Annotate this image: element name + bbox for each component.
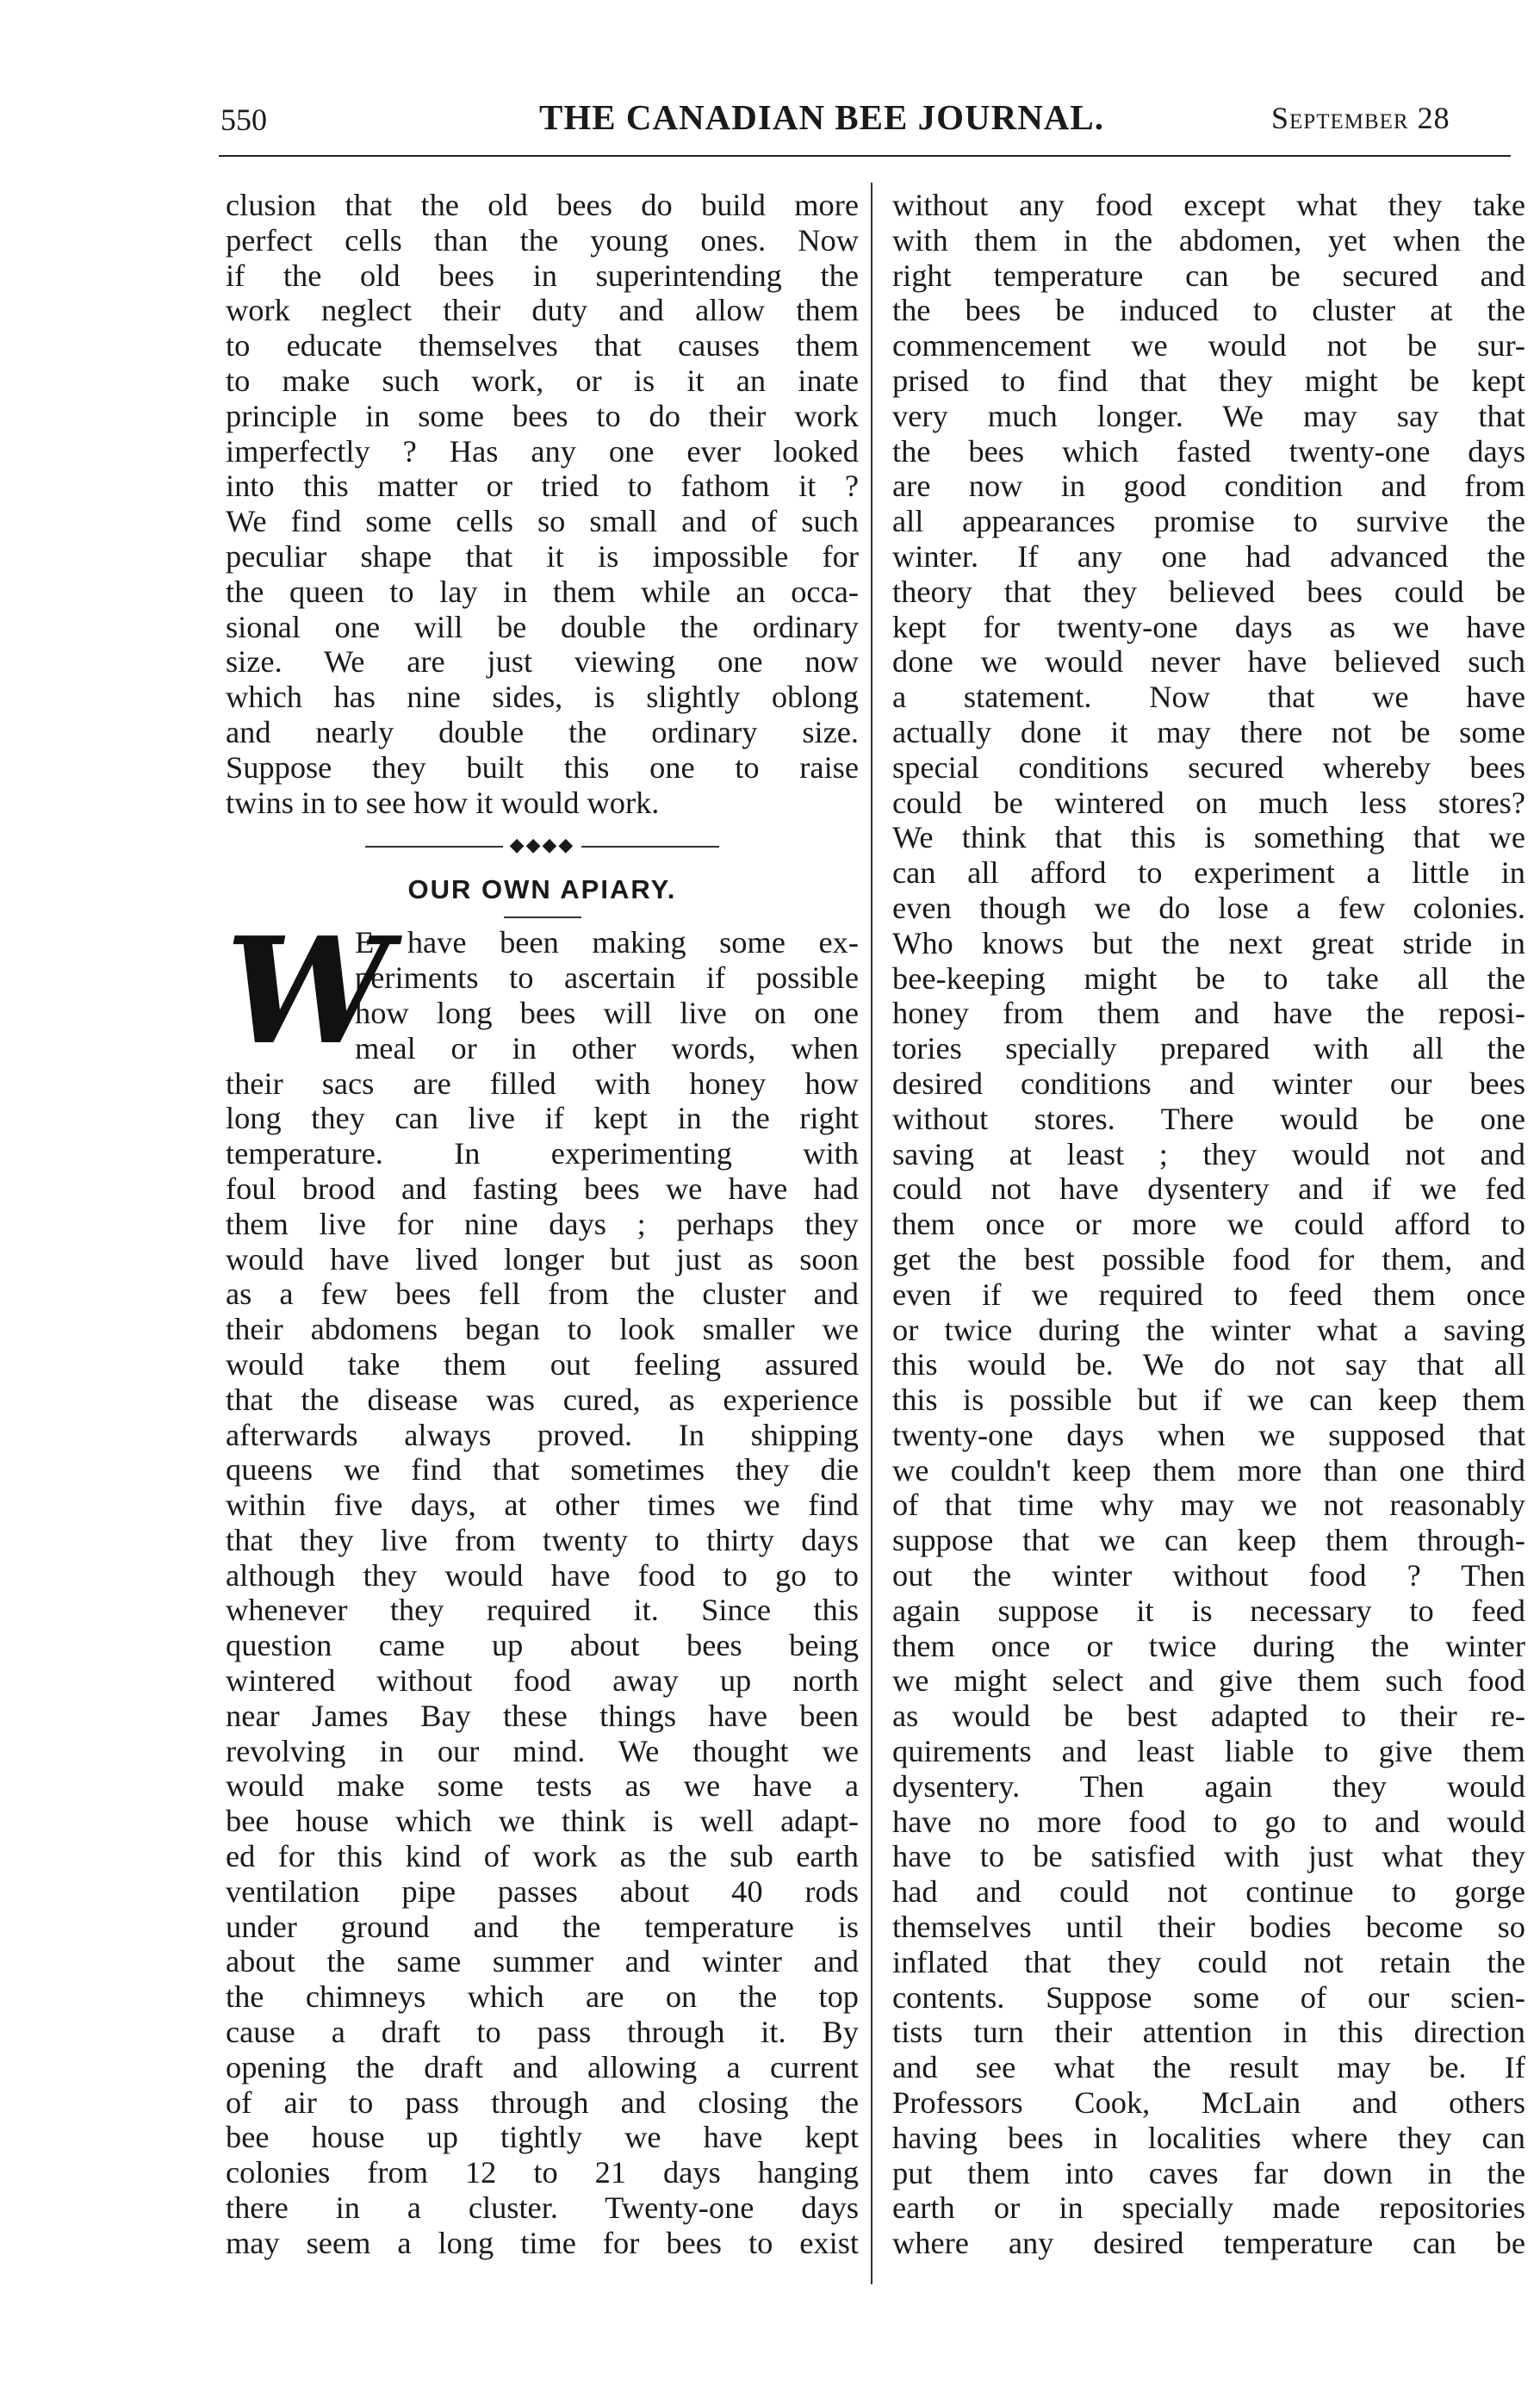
text-line: wintered without food away up north [226,1663,859,1699]
page-number: 550 [220,103,267,137]
text-line: into this matter or tried to fathom it ? [226,469,859,504]
text-line: earth or in specially made repositories [892,2190,1525,2226]
text-line: even though we do lose a few colonies. [892,890,1525,925]
text-line: to make such work, or is it an inate [226,363,859,398]
text-line: having bees in localities where they can [892,2120,1525,2155]
text-line: the queen to lay in them while an occa- [226,574,859,609]
text-line: under ground and the temperature is [226,1909,859,1944]
text-line: tists turn their attention in this direction [892,2015,1525,2050]
text-line: actually done it may there not be some [892,714,1525,749]
drop-cap-paragraph [226,905,859,1078]
text-line: ventilation pipe passes about 40 rods [226,1873,859,1909]
text-line: them live for nine days ; perhaps they [226,1206,859,1241]
text-line: principle in some bees to do their work [226,398,859,433]
left-column [226,188,859,2283]
text-line: put them into caves far down in the [892,2155,1525,2190]
text-line: tories specially prepared with all the [892,1031,1525,1066]
text-line: afterwards always proved. In shipping [226,1417,859,1452]
text-line: special conditions secured whereby bees [892,749,1525,785]
section-ornament: ◆◆◆◆ [226,830,859,860]
text-line: We find some cells so small and of such [226,504,859,539]
text-line: have no more food to go to and would [892,1804,1525,1839]
text-line: near James Bay these things have been [226,1698,859,1733]
text-line: without stores. There would be one [892,1101,1525,1136]
text-line: this would be. We do not say that all [892,1347,1525,1382]
text-line: question came up about bees being [226,1628,859,1663]
text-line: imperfectly ? Has any one ever looked [226,433,859,469]
text-line: dysentery. Then again they would [892,1768,1525,1804]
text-line: this is possible but if we can keep them [892,1382,1525,1418]
text-line: periments to ascertain if possible [355,960,859,996]
journal-title: THE CANADIAN BEE JOURNAL. [539,97,1105,137]
text-line: clusion that the old bees do build more [226,188,859,222]
text-line: meal or in other words, when [355,1030,859,1065]
text-line: Professors Cook, McLain and others [892,2085,1525,2121]
text-line: quirements and least liable to give them [892,1734,1525,1769]
page-header [220,96,1512,148]
text-line: although they would have food to go to [226,1557,859,1593]
text-line: E have been making some ex- [355,925,859,960]
text-line: inflated that they could not retain the [892,1944,1525,1979]
text-line: done we would never have believed such [892,644,1525,680]
text-line: out the winter without food ? Then [892,1558,1525,1593]
text-line: would take them out feeling assured [226,1346,859,1382]
text-line: with them in the abdomen, yet when the [892,222,1525,258]
text-line: contents. Suppose some of our scien- [892,1979,1525,2015]
text-line: we might select and give them such food [892,1663,1525,1699]
text-line: whenever they required it. Since this [226,1593,859,1628]
text-line: or twice during the winter what a saving [892,1312,1525,1347]
text-line: kept for twenty-one days as we have [892,609,1525,644]
section-heading: OUR OWN APIARY. [407,874,677,905]
text-line: their sacs are filled with honey how [226,1065,859,1101]
text-line: about the same summer and winter and [226,1944,859,1979]
text-line: we couldn't keep them more than one third [892,1452,1525,1488]
text-line: We think that this is something that we [892,820,1525,855]
left-column-body-text [226,1066,859,2261]
text-line: honey from them and have the reposi- [892,996,1525,1031]
text-line: desired conditions and winter our bees [892,1065,1525,1101]
text-line: and see what the result may be. If [892,2050,1525,2085]
text-line: perfect cells than the young ones. Now [226,222,859,258]
text-line: twenty-one days when we supposed that [892,1417,1525,1452]
text-line: if the old bees in superintending the [226,258,859,293]
text-line: without any food except what they take [892,188,1525,222]
text-line: right temperature can be secured and [892,258,1525,293]
text-line: bee house up tightly we have kept [226,2120,859,2155]
text-line: size. We are just viewing one now [226,644,859,680]
text-line: had and could not continue to gorge [892,1874,1525,1910]
text-line: saving at least ; they would not and [892,1136,1525,1171]
heading-rule [504,916,581,918]
text-line: prised to find that they might be kept [892,363,1525,398]
text-line: get the best possible food for them, and [892,1241,1525,1277]
text-line: as a few bees fell from the cluster and [226,1277,859,1312]
right-column-body-text [892,188,1525,2261]
text-line: to educate themselves that causes them [226,328,859,363]
text-line: themselves until their bodies become so [892,1910,1525,1945]
text-line: twins in to see how it would work. [226,785,660,820]
text-line: even if we required to feed them once [892,1277,1525,1312]
text-line: may seem a long time for bees to exist [226,2225,859,2260]
text-line: winter. If any one had advanced the [892,538,1525,574]
text-line: commencement we would not be sur- [892,328,1525,363]
text-line: that the disease was cured, as experience [226,1382,859,1417]
text-line: Suppose they built this one to raise [226,749,859,785]
text-line: of that time why may we not reasonably [892,1488,1525,1523]
text-line: foul brood and fasting bees we have had [226,1171,859,1206]
text-line: the chimneys which are on the top [226,1979,859,2015]
text-line: ed for this kind of work as the sub earth [226,1839,859,1874]
text-line: temperature. In experimenting with [226,1136,859,1171]
text-line: of air to pass through and closing the [226,2084,859,2120]
text-line: that they live from twenty to thirty days [226,1522,859,1557]
text-line: work neglect their duty and allow them [226,293,859,328]
text-line: again suppose it is necessary to feed [892,1593,1525,1628]
text-line: have to be satisfied with just what they [892,1839,1525,1874]
drop-cap-letter: W [226,905,390,1078]
text-line: opening the draft and allowing a current [226,2049,859,2084]
text-line: and nearly double the ordinary size. [226,714,859,749]
text-line: them once or more we could afford to [892,1207,1525,1242]
text-line: how long bees will live on one [355,995,859,1030]
text-line: Who knows but the next great stride in [892,925,1525,960]
text-line: their abdomens began to look smaller we [226,1312,859,1347]
text-line: cause a draft to pass through it. By [226,2015,859,2050]
text-line: would make some tests as we have a [226,1768,859,1804]
text-line: within five days, at other times we find [226,1488,859,1523]
text-line: the bees which fasted twenty-one days [892,433,1525,469]
header-rule [219,155,1511,157]
text-line: theory that they believed bees could be [892,574,1525,609]
text-line: would have lived longer but just as soon [226,1241,859,1277]
text-line: queens we find that sometimes they die [226,1452,859,1488]
text-line: there in a cluster. Twenty-one days [226,2190,859,2226]
text-line: as would be best adapted to their re- [892,1699,1525,1734]
text-line: are now in good condition and from [892,469,1525,504]
text-line: could be wintered on much less stores? [892,785,1525,820]
text-line: where any desired temperature can be [892,2226,1525,2261]
issue-date: September 28 [1271,101,1450,135]
text-line: sional one will be double the ordinary [226,609,859,644]
text-line: all appearances promise to survive the [892,504,1525,539]
text-line: the bees be induced to cluster at the [892,293,1525,328]
text-line: bee house which we think is well adapt- [226,1804,859,1839]
text-line: them once or twice during the winter [892,1628,1525,1663]
text-line: revolving in our mind. We thought we [226,1733,859,1768]
text-line: colonies from 12 to 21 days hanging [226,2155,859,2190]
left-column-intro-text [226,188,859,820]
text-line: very much longer. We may say that [892,398,1525,433]
text-line: a statement. Now that we have [892,680,1525,715]
column-divider [871,183,872,2284]
text-line: suppose that we can keep them through- [892,1523,1525,1558]
text-line: which has nine sides, is slightly oblong [226,680,859,715]
text-line: long they can live if kept in the right [226,1101,859,1136]
text-line: peculiar shape that it is impossible for [226,538,859,574]
text-line: can all afford to experiment a little in [892,855,1525,891]
right-column [892,188,1525,2283]
text-line: could not have dysentery and if we fed [892,1171,1525,1207]
text-line: bee-keeping might be to take all the [892,960,1525,996]
